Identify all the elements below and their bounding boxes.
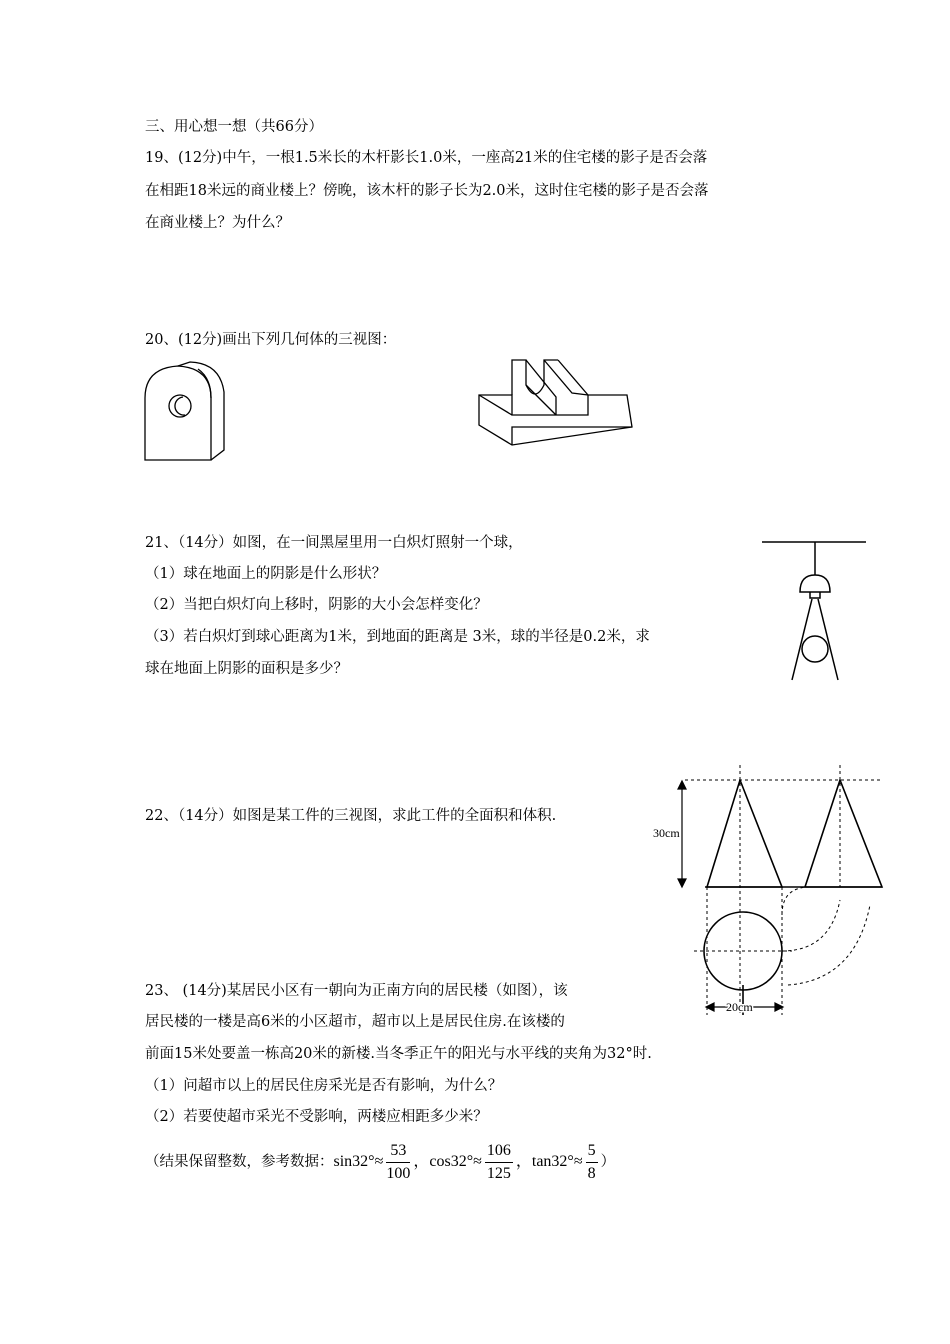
q19-line1: 19、(12分)中午，一根1.5米长的木杆影长1.0米，一座高21米的住宅楼的影子是否会落 [145, 150, 708, 166]
q19-line3: 在商业楼上？为什么？ [145, 215, 290, 231]
q21-line5: 球在地面上阴影的面积是多少？ [145, 661, 348, 677]
ref-prefix: （结果保留整数，参考数据： [145, 1154, 334, 1170]
lamp-ball-figure [760, 535, 870, 685]
sin-fraction [386, 1141, 410, 1184]
sin-denominator: 100 [386, 1164, 411, 1182]
q21-line2: （1）球在地面上的阴影是什么形状？ [145, 566, 387, 582]
q19-line2: 在相距18米远的商业楼上？傍晚，该木杆的影子长为2.0米，这时住宅楼的影子是否会落 [145, 183, 709, 199]
cos-label: ，cos32°≈ [413, 1153, 482, 1170]
sin-label: sin32°≈ [333, 1153, 384, 1170]
three-views-figure [650, 765, 890, 1030]
q20-line1: 20、(12分)画出下列几何体的三视图： [145, 332, 397, 348]
tan-numerator: 5 [586, 1141, 598, 1163]
height-label: 30cm [653, 826, 680, 840]
tan-label: ，tan32°≈ [515, 1153, 583, 1170]
q23-line2: 居民楼的一楼是高6米的小区超市，超市以上是居民住房.在该楼的 [145, 1014, 565, 1030]
q23-reference-data [145, 1138, 615, 1186]
solid-arch-block-figure [140, 360, 235, 465]
width-label: 20cm [726, 1000, 753, 1014]
ref-suffix: ） [600, 1154, 616, 1170]
section-title: 三、用心想一想（共66分） [145, 119, 323, 135]
tan-denominator: 8 [587, 1164, 596, 1182]
cos-numerator: 106 [485, 1141, 513, 1163]
q23-line3: 前面15米处要盖一栋高20米的新楼.当冬季正午的阳光与水平线的夹角为32°时. [145, 1046, 652, 1062]
q21-line3: （2）当把白炽灯向上移时，阴影的大小会怎样变化？ [145, 597, 488, 613]
q22-line1: 22、（14分）如图是某工件的三视图，求此工件的全面积和体积. [145, 808, 557, 824]
cos-fraction [485, 1141, 513, 1184]
tan-fraction [586, 1141, 598, 1184]
sin-numerator: 53 [386, 1141, 410, 1163]
q23-line1: 23、 (14分)某居民小区有一朝向为正南方向的居民楼（如图），该 [145, 983, 568, 999]
grooved-base-figure [472, 355, 637, 455]
cos-denominator: 125 [486, 1164, 511, 1182]
q21-line4: （3）若白炽灯到球心距离为1米，到地面的距离是 3米，球的半径是0.2米，求 [145, 629, 650, 645]
q23-line5: （2）若要使超市采光不受影响，两楼应相距多少米？ [145, 1109, 488, 1125]
q21-line1: 21、（14分）如图，在一间黑屋里用一白炽灯照射一个球， [145, 535, 523, 551]
q23-line4: （1）问超市以上的居民住房采光是否有影响，为什么？ [145, 1078, 503, 1094]
